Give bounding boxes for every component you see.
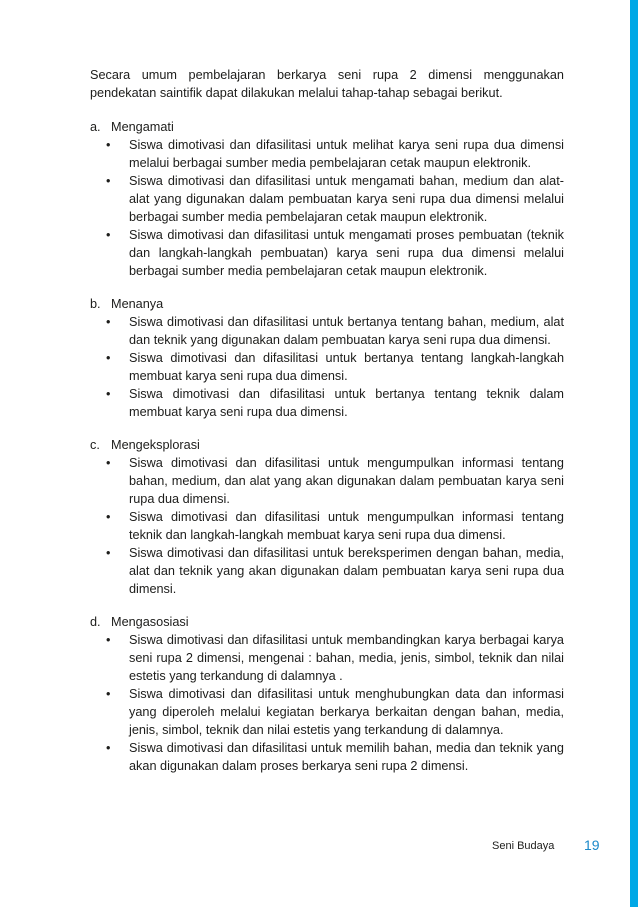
- list-item: [90, 454, 564, 508]
- section-title: Mengamati: [111, 120, 174, 134]
- bullet-icon: •: [106, 546, 111, 560]
- list-item-text: Siswa dimotivasi dan difasilitasi untuk bertanya tentang bahan, medium, alat dan teknik yang digunakan dalam pembuatan karya seni rupa dua dimensi.: [129, 315, 564, 347]
- bullet-icon: •: [106, 510, 111, 524]
- bullet-icon: •: [106, 387, 111, 401]
- section-title: Mengasosiasi: [111, 615, 189, 629]
- bullet-icon: •: [106, 456, 111, 470]
- intro-paragraph: Secara umum pembelajaran berkarya seni rupa 2 dimensi menggunakan pendekatan saintifik dapat dilakukan melalui tahap-tahap sebagai berikut.: [90, 68, 564, 100]
- bullet-icon: •: [106, 351, 111, 365]
- list-item: [90, 172, 564, 226]
- list-item-text: Siswa dimotivasi dan difasilitasi untuk bereksperimen dengan bahan, media, alat dan teknik yang akan digunakan dalam pembuatan karya seni rupa dua dimensi.: [129, 546, 564, 596]
- list-item: [90, 631, 564, 685]
- list-item-text: Siswa dimotivasi dan difasilitasi untuk mengamati proses pembuatan (teknik dan langkah-langkah pembuatan) karya seni rupa dua dimensi melalui berbagai sumber media pembelajaran cetak maupun elektronik.: [129, 228, 564, 278]
- section-letter: c.: [90, 438, 100, 452]
- section-mengamati: [90, 118, 564, 280]
- bullet-list: [90, 136, 564, 280]
- list-item-text: Siswa dimotivasi dan difasilitasi untuk melihat karya seni rupa dua dimensi melalui berbagai sumber media pembelajaran cetak maupun elektronik.: [129, 138, 564, 170]
- section-title: Mengeksplorasi: [111, 438, 200, 452]
- section-menanya: [90, 295, 564, 421]
- section-heading: [90, 118, 564, 136]
- list-item-text: Siswa dimotivasi dan difasilitasi untuk menghubungkan data dan informasi yang diperoleh melalui kegiatan berkarya berkaitan dengan bahan, media, jenis, simbol, teknik dan nilai estetis yang terkandung di dalamnya.: [129, 687, 564, 737]
- bullet-list: [90, 313, 564, 421]
- list-item: [90, 385, 564, 421]
- bullet-icon: •: [106, 687, 111, 701]
- bullet-icon: •: [106, 741, 111, 755]
- bullet-icon: •: [106, 633, 111, 647]
- list-item: [90, 544, 564, 598]
- footer-book-title: Seni Budaya: [492, 840, 555, 852]
- section-heading: [90, 436, 564, 454]
- list-item-text: Siswa dimotivasi dan difasilitasi untuk bertanya tentang teknik dalam membuat karya seni rupa dua dimensi.: [129, 387, 564, 419]
- list-item: [90, 739, 564, 775]
- section-heading: [90, 295, 564, 313]
- section-mengasosiasi: [90, 613, 564, 775]
- section-heading: [90, 613, 564, 631]
- page-number: 19: [584, 837, 600, 853]
- list-item: [90, 313, 564, 349]
- list-item-text: Siswa dimotivasi dan difasilitasi untuk mengamati bahan, medium dan alat-alat yang digunakan dalam pembuatan karya seni rupa dua dimensi melalui berbagai sumber media pembelajaran cetak maupun elektronik.: [129, 174, 564, 224]
- bullet-list: [90, 631, 564, 775]
- list-item: [90, 349, 564, 385]
- bullet-list: [90, 454, 564, 598]
- list-item: [90, 508, 564, 544]
- list-item-text: Siswa dimotivasi dan difasilitasi untuk bertanya tentang langkah-langkah membuat karya seni rupa dua dimensi.: [129, 351, 564, 383]
- list-item: [90, 226, 564, 280]
- bullet-icon: •: [106, 228, 111, 242]
- list-item-text: Siswa dimotivasi dan difasilitasi untuk membandingkan karya berbagai karya seni rupa 2 dimensi, mengenai : bahan, media, jenis, simbol, teknik dan nilai estetis yang terkandung di dalamnya .: [129, 633, 564, 683]
- list-item: [90, 685, 564, 739]
- section-letter: d.: [90, 615, 101, 629]
- list-item-text: Siswa dimotivasi dan difasilitasi untuk mengumpulkan informasi tentang bahan, medium, dan alat yang akan digunakan dalam pembuatan karya seni rupa dua dimensi.: [129, 456, 564, 506]
- list-item-text: Siswa dimotivasi dan difasilitasi untuk memilih bahan, media dan teknik yang akan digunakan dalam proses berkarya seni rupa 2 dimensi.: [129, 741, 564, 773]
- side-accent-bar: [630, 0, 638, 907]
- page-content: [90, 66, 564, 790]
- section-mengeksplorasi: [90, 436, 564, 598]
- bullet-icon: •: [106, 315, 111, 329]
- section-title: Menanya: [111, 297, 164, 311]
- bullet-icon: •: [106, 138, 111, 152]
- section-letter: a.: [90, 120, 101, 134]
- section-letter: b.: [90, 297, 101, 311]
- list-item-text: Siswa dimotivasi dan difasilitasi untuk mengumpulkan informasi tentang teknik dan langkah-langkah membuat karya seni rupa dua dimensi.: [129, 510, 564, 542]
- list-item: [90, 136, 564, 172]
- bullet-icon: •: [106, 174, 111, 188]
